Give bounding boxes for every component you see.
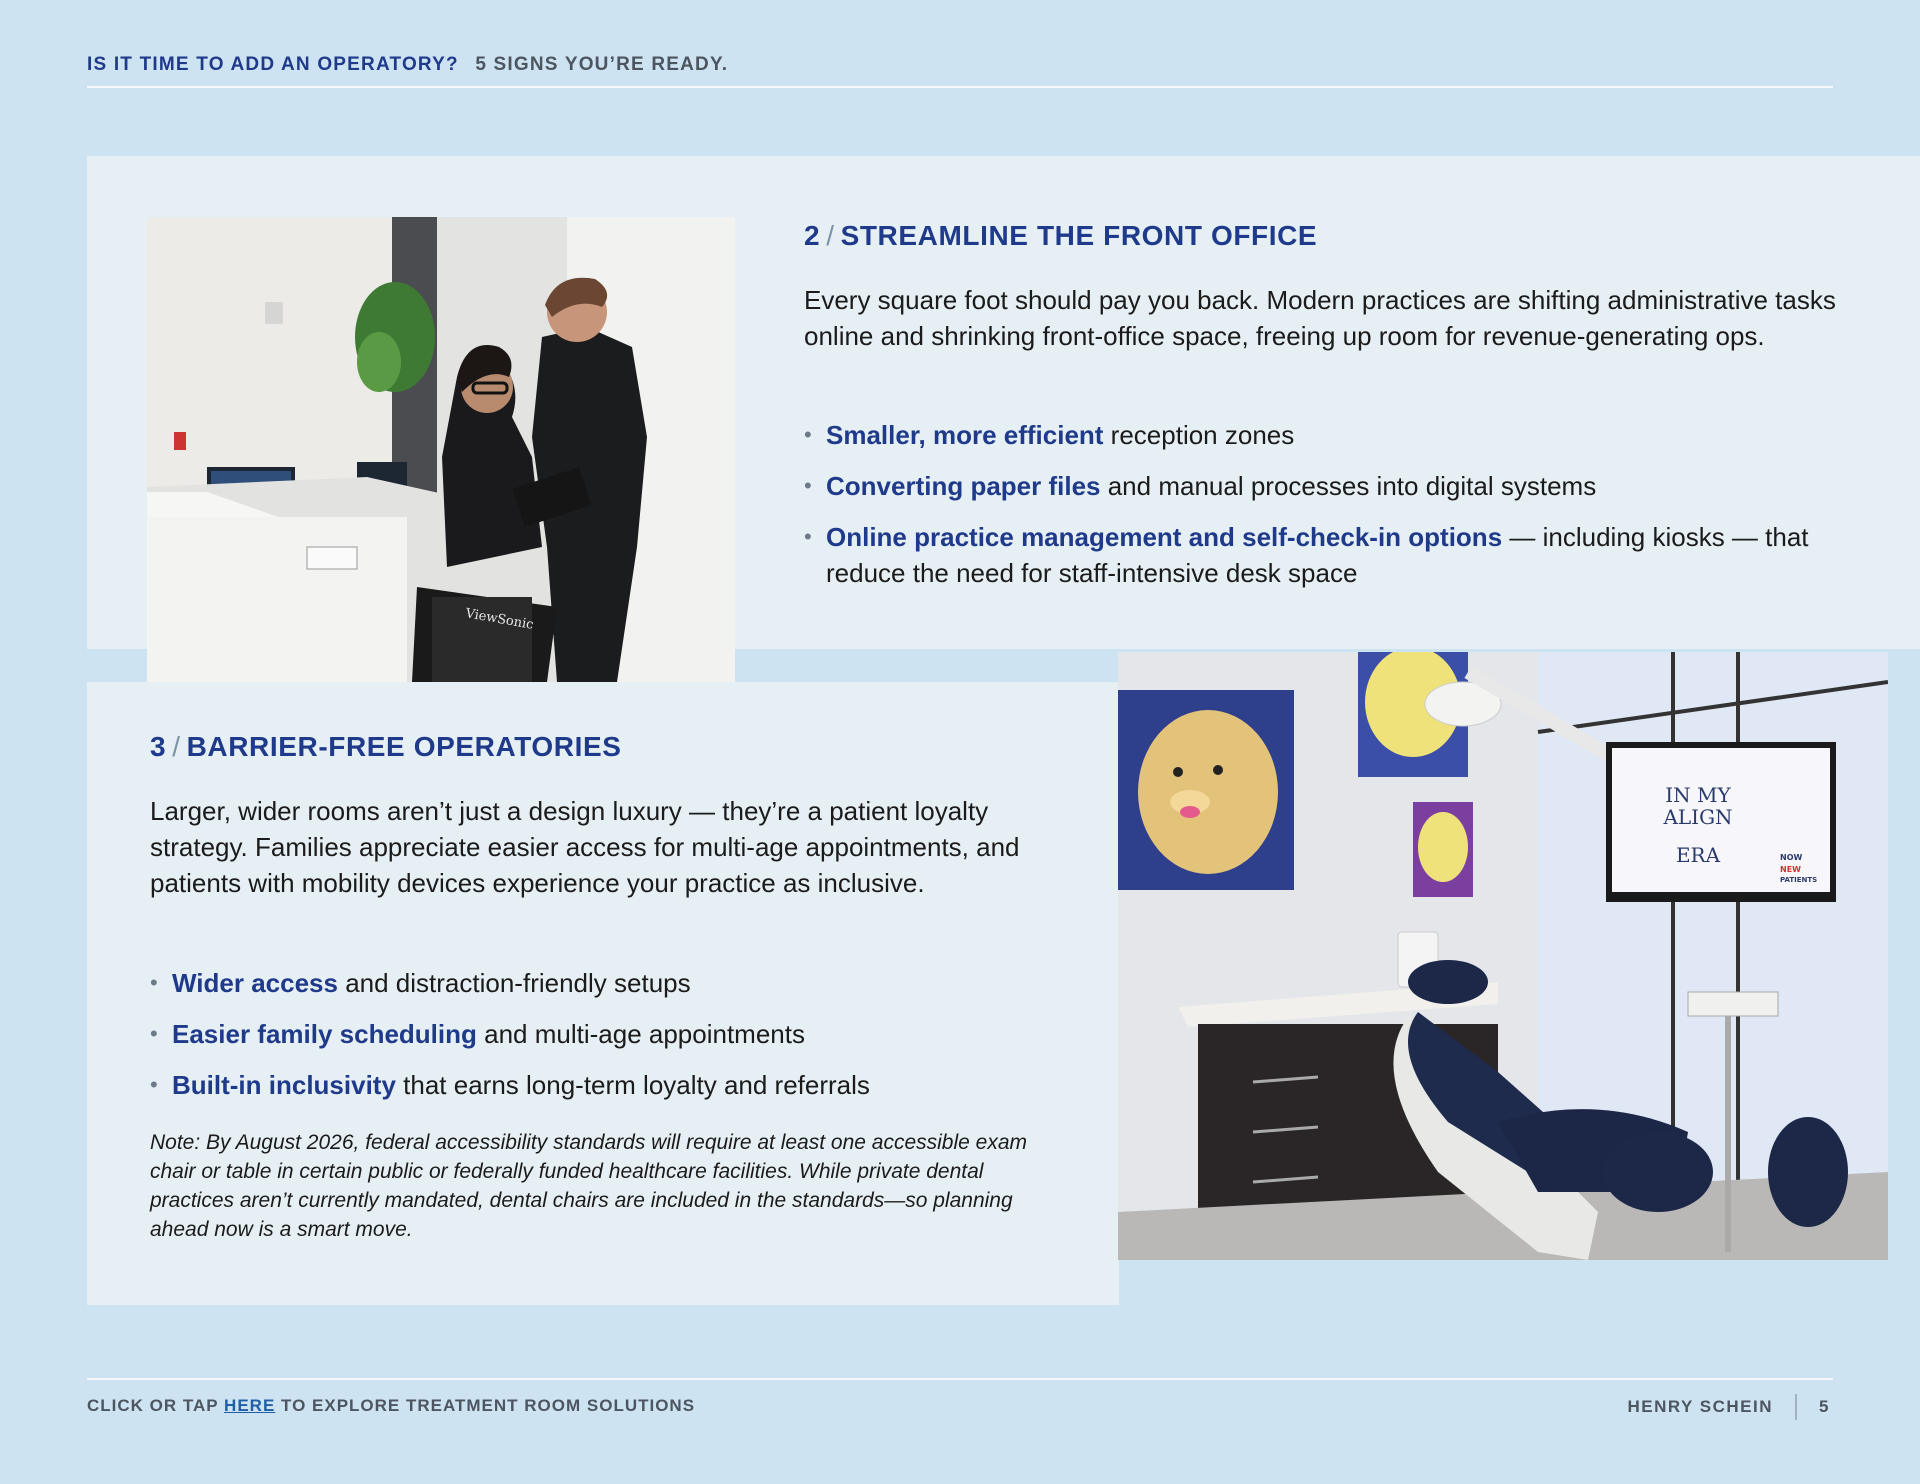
footer-separator xyxy=(1795,1394,1797,1420)
section-2-body: Every square foot should pay you back. Modern practices are shifting administrative tasks online and shrinking front-office space, freeing up room for revenue-generating ops. xyxy=(804,285,1836,351)
operatory-photo xyxy=(1118,652,1888,1260)
section-3-bullets xyxy=(150,965,1050,1118)
footer-cta-suffix: TO EXPLORE TREATMENT ROOM SOLUTIONS xyxy=(275,1396,696,1415)
bullet-item xyxy=(150,965,1050,1001)
bullet-bold: Easier family scheduling xyxy=(172,1019,477,1049)
section-3-slash: / xyxy=(172,731,181,762)
section-3-heading xyxy=(150,731,622,763)
bullet-text: — including kiosks — that reduce the need for staff-intensive desk space xyxy=(826,522,1809,588)
footer-right xyxy=(1628,1394,1831,1420)
tv-now: NOW xyxy=(1780,853,1803,862)
bullet-text: that earns long-term loyalty and referrals xyxy=(395,1070,870,1100)
bullet-item xyxy=(804,417,1844,453)
header-rule xyxy=(87,86,1833,88)
bullet-item xyxy=(150,1016,1050,1052)
running-header xyxy=(87,54,728,76)
tv-line-2: ALIGN xyxy=(1663,805,1733,829)
footer-cta-link[interactable]: HERE xyxy=(224,1396,276,1415)
section-2-heading xyxy=(804,220,1317,252)
monitor-brand-label: ViewSonic xyxy=(464,606,535,633)
bullet-bold: Converting paper files xyxy=(826,471,1101,501)
front-office-illustration xyxy=(147,217,735,682)
header-subtitle: 5 SIGNS YOU’RE READY. xyxy=(475,54,729,75)
footer-brand: HENRY SCHEIN xyxy=(1627,1397,1774,1416)
footer-cta xyxy=(87,1396,695,1416)
header-title: IS IT TIME TO ADD AN OPERATORY? xyxy=(87,54,459,75)
bullet-item xyxy=(804,468,1844,504)
page-number: 5 xyxy=(1819,1397,1830,1416)
bullet-text: and multi-age appointments xyxy=(476,1019,805,1049)
front-office-photo xyxy=(147,217,735,682)
operatory-illustration xyxy=(1118,652,1888,1260)
footer-cta-prefix: CLICK OR TAP xyxy=(87,1396,225,1415)
footer-rule xyxy=(87,1378,1833,1380)
bullet-bold: Wider access xyxy=(172,968,338,998)
section-3-body: Larger, wider rooms aren’t just a design luxury — they’re a patient loyalty strategy. Families appreciate easier access for multi-age appointments, and patients with mobility devices experience your practice as inclusive. xyxy=(150,796,1020,898)
tv-line-1: IN MY xyxy=(1665,783,1731,807)
tv-line-3: ERA xyxy=(1675,843,1721,867)
tv-new: NEW xyxy=(1780,865,1801,874)
tv-patients: PATIENTS xyxy=(1780,876,1818,884)
section-3-title: BARRIER-FREE OPERATORIES xyxy=(186,731,622,762)
section-3-number: 3 xyxy=(150,731,167,762)
section-2-bullets xyxy=(804,417,1844,606)
bullet-bold: Built-in inclusivity xyxy=(172,1070,396,1100)
bullet-text: reception zones xyxy=(1103,420,1295,450)
accessibility-note: Note: By August 2026, federal accessibility standards will require at least one accessible exam chair or table in certain public or federally funded healthcare facilities. While private dental practices aren’t currently mandated, dental chairs are included in the standards—so planning ahead now is a smart move. xyxy=(150,1131,1028,1241)
section-2-number: 2 xyxy=(804,220,821,251)
bullet-item xyxy=(804,519,1844,591)
section-2-slash: / xyxy=(826,220,835,251)
bullet-bold: Online practice management and self-check-in options xyxy=(826,522,1503,552)
bullet-text: and manual processes into digital systems xyxy=(1100,471,1597,501)
section-2-title: STREAMLINE THE FRONT OFFICE xyxy=(840,220,1318,251)
bullet-text: and distraction-friendly setups xyxy=(337,968,691,998)
bullet-item xyxy=(150,1067,1050,1103)
bullet-bold: Smaller, more efficient xyxy=(826,420,1104,450)
